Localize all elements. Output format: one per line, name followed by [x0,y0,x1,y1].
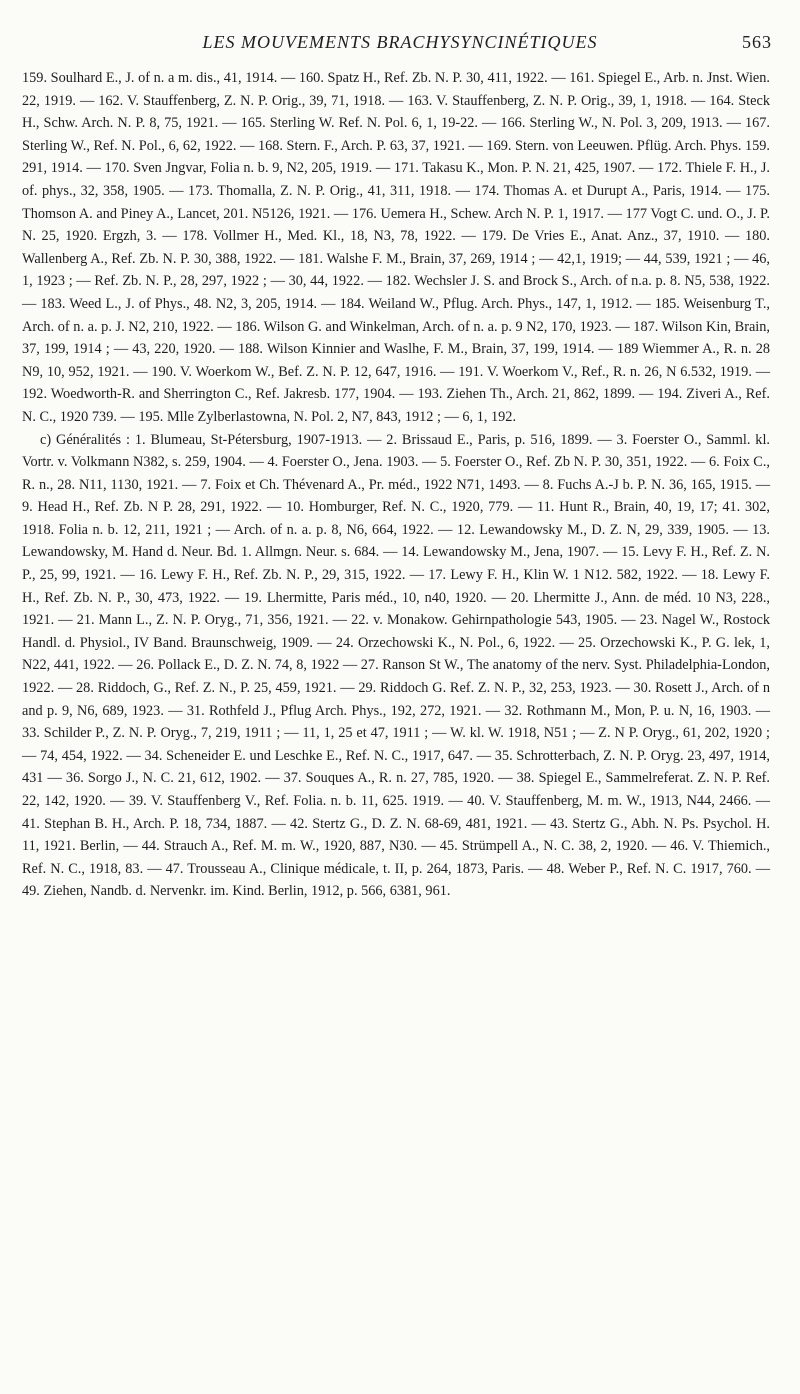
page-header [0,32,800,62]
bibliography-paragraph-1: 159. Soulhard E., J. of n. a m. dis., 41, 1914. — 160. Spatz H., Ref. Zb. N. P. 30, 411, 1922. — 161. Spiegel E., Arb. n. Jnst. Wien. 22, 1919. — 162. V. Stauffenberg, Z. N. P. Orig., 39, 71, 1918. — 163. V. Stauffenberg, Z. N. P. Orig., 39, 1, 1918. — 164. Steck H., Schw. Arch. N. P. 8, 75, 1921. — 165. Sterling W. Ref. N. Pol. 6, 1, 19-22. — 166. Sterling W., N. Pol. 3, 209, 1913. — 167. Sterling W., Ref. N. Pol., 6, 62, 1922. — 168. Stern. F., Arch. P. 63, 37, 1921. — 169. Stern. von Leeuwen. Pflüg. Arch. Phys. 159. 291, 1914. — 170. Sven Jngvar, Folia n. b. 9, N2, 205, 1919. — 171. Takasu K., Mon. P. N. 21, 425, 1907. — 172. Thiele F. H., J. of. phys., 32, 358, 1905. — 173. Thomalla, Z. N. P. Orig., 41, 311, 1918. — 174. Thomas A. et Durupt A., Paris, 1914. — 175. Thomson A. and Piney A., Lancet, 201. N5126, 1921. — 176. Uemera H., Schew. Arch N. P. 1, 1917. — 177 Vogt C. und. O., J. P. N. 25, 1920. Ergzh, 3. — 178. Vollmer H., Med. Kl., 18, N3, 78, 1922. — 179. De Vries E., Anat. Anz., 37, 1910. — 180. Wallenberg A., Ref. Zb. N. P. 30, 388, 1922. — 181. Walshe F. M., Brain, 37, 269, 1914 ; — 42,1, 1919; — 44, 539, 1921 ; — 46, 1, 1923 ; — Ref. Zb. N. P., 28, 297, 1922 ; — 30, 44, 1922. — 182. Wechsler J. S. and Brock S., Arch. of n.a. p. 8. N5, 538, 1922. — 183. Weed L., J. of Phys., 48. N2, 3, 205, 1914. — 184. Weiland W., Pflug. Arch. Phys., 147, 1, 1912. — 185. Weisenburg T., Arch. of n. a. p. J. N2, 210, 1922. — 186. Wilson G. and Winkelman, Arch. of n. a. p. 9 N2, 170, 1923. — 187. Wilson Kin, Brain, 37, 199, 1914 ; — 43, 220, 1920. — 188. Wilson Kinnier and Waslhe, F. M., Brain, 37, 199, 1914. — 189 Wiemmer A., R. n. 28 N9, 10, 952, 1921. — 190. V. Woerkom W., Bef. Z. N. P. 12, 647, 1916. — 191. V. Woerkom V., Ref., R. n. 26, N 6.532, 1919. — 192. Woedworth-R. and Sherrington C., Ref. Jakresb. 177, 1904. — 193. Ziehen Th., Arch. 21, 862, 1899. — 194. Ziveri A., Ref. N. C., 1920 739. — 195. Mlle Zylberlastowna, N. Pol. 2, N7, 843, 1912 ; — 6, 1, 192. [22,70,770,425]
bibliography [22,67,770,903]
page-number: 563 [742,32,772,52]
running-title: LES MOUVEMENTS BRACHYSYNCINÉTIQUES [202,32,598,52]
bibliography-paragraph-2: c) Généralités : 1. Blumeau, St-Pétersburg, 1907-1913. — 2. Brissaud E., Paris, p. 516, 1899. — 3. Foerster O., Samml. kl. Vortr. v. Volkmann N382, s. 259, 1904. — 4. Foerster O., Jena. 1903. — 5. Foerster O., Ref. Zb N. P. 30, 351, 1922. — 6. Foix C., R. n., 28. N11, 1130, 1921. — 7. Foix et Ch. Thévenard A., Pr. méd., 1922 N71, 1493. — 8. Fuchs A.-J b. P. N. 36, 165, 1915. — 9. Head H., Ref. Zb. N P. 28, 291, 1922. — 10. Homburger, Ref. N. C., 1920, 779. — 11. Hunt R., Brain, 40, 19, 17; 41. 302, 1918. Folia n. b. 12, 211, 1921 ; — Arch. of n. a. p. 8, N6, 664, 1922. — 12. Lewandowsky M., D. Z. N, 29, 339, 1905. — 13. Lewandowsky, M. Hand d. Neur. Bd. 1. Allmgn. Neur. s. 684. — 14. Lewandowsky M., Jena, 1907. — 15. Levy F. H., Ref. Z. N. P., 25, 99, 1921. — 16. Lewy F. H., Ref. Zb. N. P., 29, 315, 1922. — 17. Lewy F. H., Klin W. 1 N12. 582, 1922. — 18. Lewy F. H., Ref. Zb. N. P., 30, 473, 1922. — 19. Lhermitte, Paris méd., 10, n40, 1920. — 20. Lhermitte J., Ann. de méd. 10 N3, 228., 1921. — 21. Mann L., Z. N. P. Oryg., 71, 356, 1921. — 22. v. Monakow. Gehirnpathologie 543, 1905. — 23. Nagel W., Rostock Handl. d. Physiol., IV Band. Braunschweig, 1909. — 24. Orzechowski K., N. Pol., 6, 1922. — 25. Orzechowski K., P. G. lek, 1, N22, 441, 1922. — 26. Pollack E., D. Z. N. 74, 8, 1922 — 27. Ranson St W., The anatomy of the nerv. Syst. Philadelphia-London, 1922. — 28. Riddoch, G., Ref. Z. N., P. 25, 459, 1921. — 29. Riddoch G. Ref. Z. N. P., 32, 253, 1923. — 30. Rosett J., Arch. of n and p. 9, N6, 689, 1923. — 31. Rothfeld J., Pflug Arch. Phys., 192, 272, 1921. — 32. Rothmann M., Mon, P. u. N, 16, 1903. — 33. Schilder P., Z. N. P. Oryg., 7, 219, 1911 ; — 11, 1, 25 et 47, 1911 ; — W. kl. W. 1918, N51 ; — Z. N P. Oryg., 61, 202, 1920 ; — 74, 454, 1922. — 34. Scheneider E. und Leschke E., Ref. N. C., 1917, 647. — 35. Schrotterbach, Z. N. P. Oryg. 23, 497, 1914, 431 — 36. Sorgo J., N. C. 21, 612, 1902. — 37. Souques A., R. n. 27, 785, 1920. — 38. Spiegel E., Sammelreferat. Z. N. P. Ref. 22, 142, 1920. — 39. V. Stauffenberg V., Ref. Folia. n. b. 11, 625. 1919. — 40. V. Stauffenberg, M. m. W., 1913, N44, 2466. — 41. Stephan B. H., Arch. P. 18, 734, 1887. — 42. Stertz G., D. Z. N. 68-69, 481, 1921. — 43. Stertz G., Abh. N. Ps. Psychol. H. 11, 1921. Berlin, — 44. Strauch A., Ref. M. m. W., 1920, 887, N30. — 45. Strümpell A., N. C. 38, 2, 1920. — 46. V. Thiemich., Ref. N. C., 1918, 83. — 47. Trousseau A., Clinique médicale, t. II, p. 264, 1873, Paris. — 48. Weber P., Ref. N. C. 1917, 760. — 49. Ziehen, Nandb. d. Nervenkr. im. Kind. Berlin, 1912, p. 566, 6381, 961. [22,431,770,900]
